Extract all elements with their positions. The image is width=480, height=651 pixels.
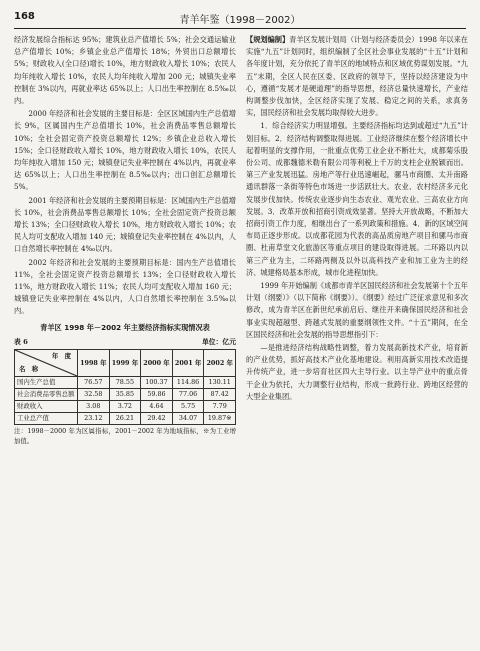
paragraph-2002-targets: 2002 年经济和社会发展的主要预期目标是：国内生产总值增长 11%，全社会固定资产投资总额增长 13%；全口径财政收入增长 11%，地方财政收入增长 11%；农民人均可支配收入增加 160 元；城镇登记失业率控制在 4%以内，人口自然增长率控制在 3.5‰以内。	[14, 257, 236, 316]
table-cell: 23.12	[78, 413, 110, 425]
paragraph-planning-text: 青羊区发展计划局（计划与经济委员会）1998 年以来在实施“九五”计划同时，组织编制了全区社会事业发展的“十五”计划和各年度计划，充分依托了青羊区的地域特点和区域优势谋划发展。“九五”末期，全区人民在区委、区政府的领导下，坚持以经济建设为中心，遵循“发展才是硬道理”的指导思想，经济总量快速增长，产业结构调整步伐加快，全区经济实现了发展、稳定之间的关系，求真务实，国民经济和社会发展均取得较大进步。	[246, 35, 468, 118]
right-column	[246, 34, 468, 404]
table-cell: 5.75	[172, 401, 204, 413]
table-note: 注：1998－2000 年为区属指标，2001－2002 年为地域指标，※为工业增加值。	[14, 427, 236, 445]
table-header-row	[15, 350, 236, 377]
table-cell: 34.07	[172, 413, 204, 425]
corner-year-label: 年 度	[51, 352, 71, 361]
table-cell: 3.08	[78, 401, 110, 413]
table-cell: 35.85	[109, 389, 141, 401]
table-cell: 59.86	[141, 389, 173, 401]
table-cell: 114.86	[172, 377, 204, 389]
paragraph-2000-targets: 2000 年经济和社会发展的主要目标是：全区区域国内生产总值增长 9%，区属国内生产总值增长 10%，社会消费品零售总额增长 10%；全社会固定资产投资总额增长 12%；乡镇企业总收入增长 15%；全口径财政收入增长 10%，地方财政收入增长 10%，农民人均年纯收入增加 150 元；城镇登记失业率控制在 4%以内，再就业率达 65%以上；人口出生率控制在 8.5‰以内；出口创汇总额增长 5%。	[14, 109, 236, 192]
row-name: 工业总产值	[15, 413, 78, 425]
table-cell: 76.57	[78, 377, 110, 389]
table-cell: 130.11	[204, 377, 236, 389]
page-number: 168	[14, 11, 35, 22]
row-name: 社会消费品零售总额	[15, 389, 78, 401]
table-title: 青羊区 1998 年－2002 年主要经济指标实现情况表	[40, 322, 210, 332]
left-column	[14, 34, 236, 446]
indicator-table	[14, 349, 236, 425]
paragraph-achievements: 1．综合经济实力明显增强。主要经济指标均达到或超过“九五”计划目标。2．经济结构调整取得进展。工业经济继续在整个经济增长中起着明显的支撑作用，一批重点优势工业企业不断壮大，成都菊乐股份公司、成都魏德米勒有限公司等利税上千万的支柱企业脱颖而出。第三产业发展迅猛。房地产等行业迅速崛起，骡马市商圈、太升南路通讯群落一条街等特色市场进一步活跃壮大。农业、农村经济多元化发展步伐加快。传统农业逐步向生态农业、观光农业、三高农业方向发展。3．改革开放和招商引资成效显著。坚持大开放战略，不断加大招商引资工作力度，相继出台了一系列政策和措施。4．新的区域空间布局正逐步形成。以成都花园为代表的高品质房地产项目和骡马市商圈、杜甫草堂文化旅游区等重点项目的建设取得进展。二环路以内以第三产业为主，二环路两侧及以外以高科技产业和加工业为主的经济、城建格局基本形成，城市化进程加快。	[246, 121, 468, 277]
corner-name-label: 名 称	[19, 365, 39, 374]
year-header: 2001 年	[172, 350, 204, 377]
row-name: 国内生产总值	[15, 377, 78, 389]
table-cell: 29.42	[141, 413, 173, 425]
section-label: 【规划编制】	[246, 35, 290, 44]
paragraph-outline: 1999 年开始编制《成都市青羊区国民经济和社会发展第十个五年计划（纲要）》（以下简称《纲要》）。《纲要》经过广泛征求意见和多次修改，成为青羊区在新世纪承前启后、继往开来确保国民经济和社会事业实现超越型、跨越式发展的重要纲领性文件。“十五”期间，在全区国民经济和社会发展的指导思想指引下：	[246, 281, 468, 339]
page-header	[14, 8, 466, 29]
table-cell: 77.06	[172, 389, 204, 401]
table-cell: 32.58	[78, 389, 110, 401]
book-title: 青羊年鉴（1998－2002）	[179, 15, 301, 26]
table-cell: 26.21	[109, 413, 141, 425]
table-meta	[14, 336, 236, 348]
paragraph-1999-targets: 经济发展综合指标达 95%；建筑业总产值增长 5%；社会交通运输业总产值增长 10%；乡镇企业总产值增长 18%；外贸出口总额增长 5%；财政收入(全口径)增长 10%，地方财政收入增长 10%；农民人均年纯收入增长 10%，农民人均年纯收入增加 200 元；城镇失业率控制在 3%以内，再就业率达 65%以上；人口出生率控制在 8.5‰以内。	[14, 35, 236, 106]
table-cell: 87.42	[204, 389, 236, 401]
table-label: 表 6	[14, 337, 28, 346]
table-row	[15, 401, 236, 413]
table-cell: 78.55	[109, 377, 141, 389]
table-row	[15, 413, 236, 425]
table-cell: 19.87※	[204, 413, 236, 425]
table-cell: 3.72	[109, 401, 141, 413]
row-name: 财政收入	[15, 401, 78, 413]
table-row	[15, 377, 236, 389]
year-header: 1998 年	[78, 350, 110, 377]
paragraph-structure: —是推进经济结构战略性调整，着力发展高新技术产业，培育新的产业优势，抓好高技术产业化基地建设。利用高新实用技术改造提升传统产业，进一步培育社区四大主导行业。以主导产业中的重点骨干企业为依托，大力调整行业结构，形成一批跨行业、跨地区经营的大型企业集团。	[246, 343, 468, 401]
table-corner-cell	[15, 350, 78, 377]
year-header: 2000 年	[141, 350, 173, 377]
paragraph-2001-targets: 2001 年经济和社会发展的主要预期目标是：区域国内生产总值增长 10%，社会消费品零售总额增长 10%；全社会固定资产投资总额增长 13%；全口径财政收入增长 10%，地方财政收入增长 10%；农民人均可支配收入增加 140 元；城镇登记失业率控制在 4%以内，人口自然增长率控制在 4‰以内。	[14, 195, 236, 254]
table-cell: 7.79	[204, 401, 236, 413]
year-header: 2002 年	[204, 350, 236, 377]
table-row	[15, 389, 236, 401]
table-cell: 100.37	[141, 377, 173, 389]
year-header: 1999 年	[109, 350, 141, 377]
table-unit: 单位：亿元	[202, 337, 236, 346]
paragraph-planning	[246, 34, 468, 119]
table-cell: 4.64	[141, 401, 173, 413]
